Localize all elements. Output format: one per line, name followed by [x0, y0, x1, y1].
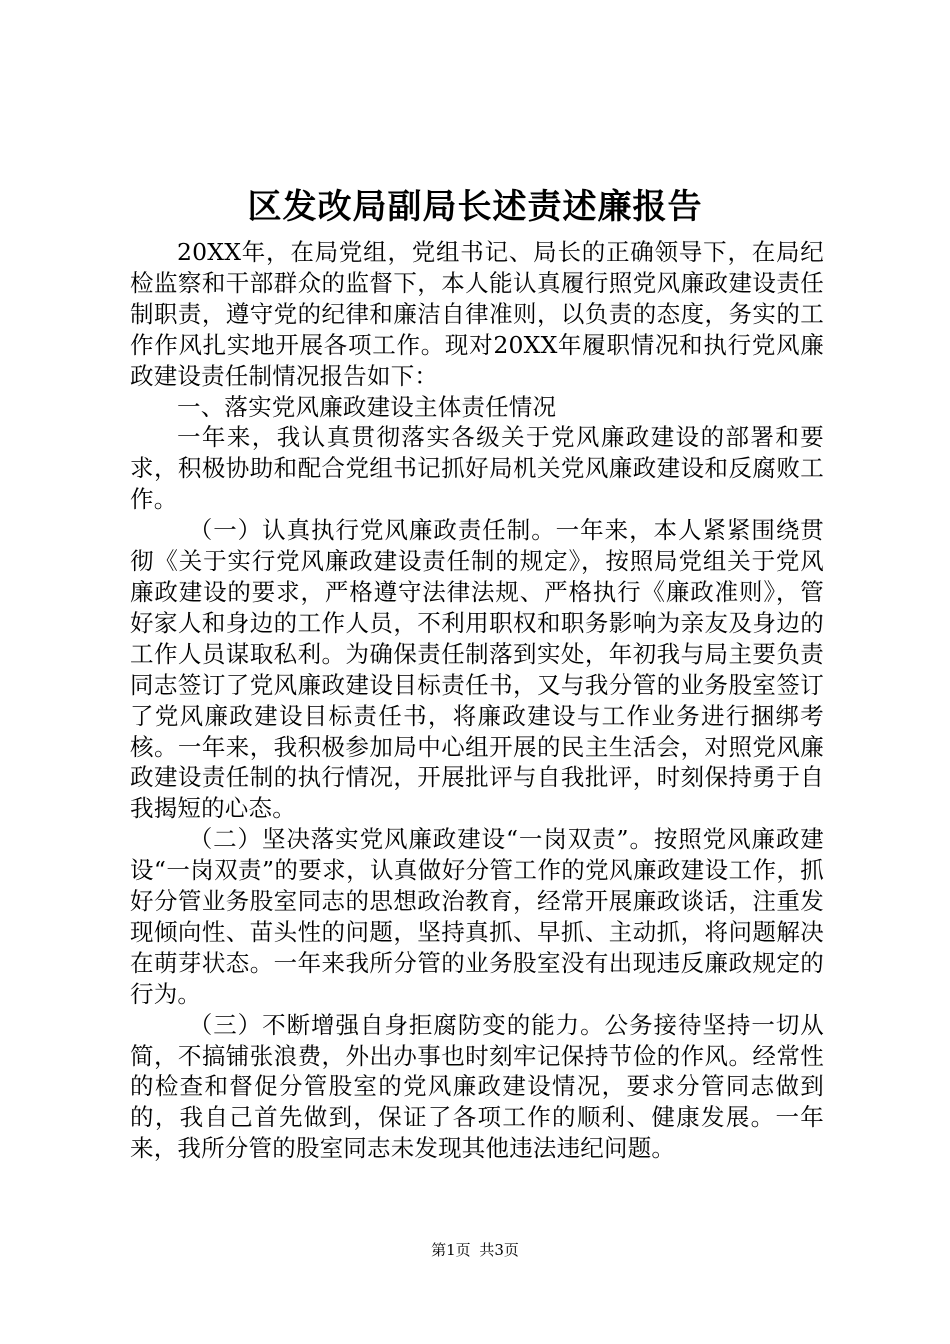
document-title: 区发改局副局长述责述廉报告 — [247, 187, 703, 227]
paragraph-item-2: （二）坚决落实党风廉政建设“一岗双责”。按照党风廉政建设“一岗双责”的要求，认真做好分管工作的党风廉政建设工作，抓好分管业务股室同志的思想政治教育，经常开展廉政谈话，注重发现倾向性、苗头性的问题，坚持真抓、早抓、主动抓，将问题解决在萌芽状态。一年来我所分管的业务股室没有出现违反廉政规定的行为。 — [130, 825, 824, 1008]
paragraph-overview: 一年来，我认真贯彻落实各级关于党风廉政建设的部署和要求，积极协助和配合党组书记抓好局机关党风廉政建设和反腐败工作。 — [130, 423, 824, 514]
section-heading: 一、落实党风廉政建设主体责任情况 — [177, 392, 557, 421]
page-footer — [0, 1240, 950, 1260]
document-body — [130, 237, 824, 1164]
paragraph-item-3: （三）不断增强自身拒腐防变的能力。公务接待坚持一切从简，不搞铺张浪费，外出办事也时刻牢记保持节俭的作风。经常性的检查和督促分管股室的党风廉政建设情况，要求分管同志做到的，我自己首先做到，保证了各项工作的顺利、健康发展。一年来，我所分管的股室同志未发现其他违法违纪问题。 — [130, 1010, 824, 1163]
page-total: 共3页 — [479, 1241, 519, 1259]
page-number: 第1页 — [431, 1241, 471, 1259]
paragraph-intro: 20XX年，在局党组，党组书记、局长的正确领导下，在局纪检监察和干部群众的监督下，本人能认真履行照党风廉政建设责任制职责，遵守党的纪律和廉洁自律准则，以负责的态度，务实的工作作风扎实地开展各项工作。现对20XX年履职情况和执行党风廉政建设责任制情况报告如下： — [130, 238, 824, 390]
paragraph-item-1: （一）认真执行党风廉政责任制。一年来，本人紧紧围绕贯彻《关于实行党风廉政建设责任制的规定》，按照局党组关于党风廉政建设的要求，严格遵守法律法规、严格执行《廉政准则》，管好家人和身边的工作人员，不利用职权和职务影响为亲友及身边的工作人员谋取私利。为确保责任制落到实处，年初我与局主要负责同志签订了党风廉政建设目标责任书，又与我分管的业务股室签订了党风廉政建设目标责任书，将廉政建设与工作业务进行捆绑考核。一年来，我积极参加局中心组开展的民主生活会，对照党风廉政建设责任制的执行情况，开展批评与自我批评，时刻保持勇于自我揭短的心态。 — [130, 516, 824, 823]
